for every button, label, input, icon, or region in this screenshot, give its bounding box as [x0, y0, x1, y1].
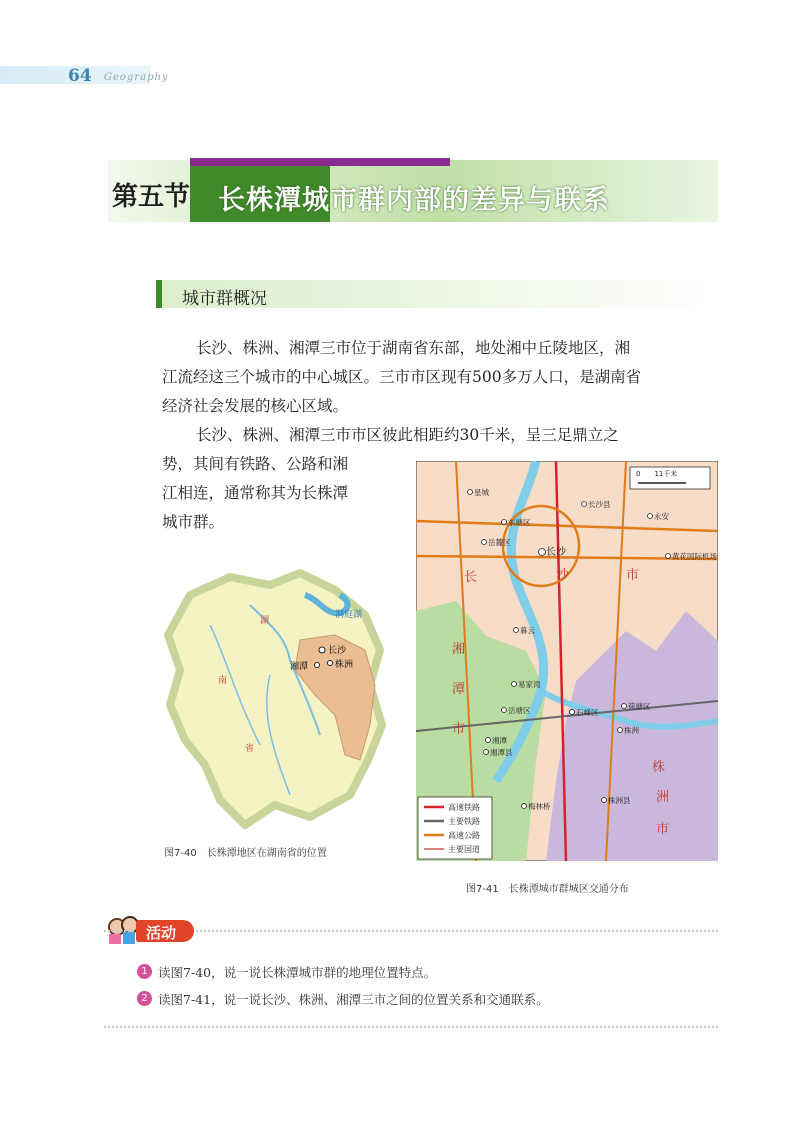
question-text: 读图7-40，说一说长株潭城市群的地理位置特点。 [158, 965, 437, 980]
place-marker [486, 738, 491, 743]
running-title: Geography [104, 72, 169, 83]
paragraph-line: 城市群。 [162, 513, 225, 531]
map-label-lake: 洞庭湖 [335, 610, 363, 620]
legend-label: 高速公路 [448, 831, 480, 840]
region-label-char: 市 [452, 722, 466, 737]
place-label: 易家湾 [518, 680, 541, 689]
scale-label: 0 11千米 [636, 470, 678, 478]
place-marker [484, 750, 489, 755]
place-label: 梅林桥 [528, 802, 551, 811]
place-marker [582, 502, 587, 507]
place-label: 湘潭 [492, 736, 507, 745]
place-marker [512, 682, 517, 687]
region-label-char: 湘 [452, 642, 466, 657]
place-label: 荷塘区 [628, 702, 651, 711]
question-text: 读图7-41，说一说长沙、株洲、湘潭三市之间的位置关系和交通联系。 [158, 992, 549, 1007]
title-accent-bar [190, 158, 450, 166]
place-marker [482, 540, 487, 545]
paragraph-line: 势，其间有铁路、公路和湘 [162, 455, 349, 473]
activity-divider-top [104, 930, 718, 932]
place-marker [622, 704, 627, 709]
place-label: 长沙 [546, 547, 566, 558]
legend-label: 主要铁路 [448, 817, 480, 826]
region-label-char: 株 [652, 760, 666, 775]
section-number: 第五节 [112, 182, 191, 212]
place-marker [602, 798, 607, 803]
cluster-transport-map [416, 461, 718, 861]
subsection-title: 城市群概况 [182, 289, 267, 309]
region-label-char: 市 [626, 568, 640, 583]
place-label: 黄花国际机场 [672, 552, 717, 561]
map-label-hu: 湖 [260, 616, 270, 626]
place-marker [539, 549, 546, 556]
place-label: 石峰区 [576, 708, 599, 717]
page-number: 64 [68, 66, 92, 86]
section-title: 长株潭城市群内部的差异与联系 [218, 185, 610, 216]
paragraph-line: 江相连，通常称其为长株潭 [162, 484, 349, 502]
place-marker [514, 628, 519, 633]
region-label-char: 沙 [556, 568, 570, 583]
place-label: 株洲 [624, 726, 639, 735]
place-marker [618, 728, 623, 733]
place-label: 株洲县 [608, 796, 631, 805]
place-label: 岳塘区 [508, 706, 531, 715]
activity-divider-bottom [104, 1026, 718, 1028]
place-label: 长沙县 [588, 500, 611, 509]
paragraph-line: 江流经这三个城市的中心城区。三市市区现有500多万人口，是湖南省 [162, 368, 642, 386]
place-marker [648, 514, 653, 519]
map-label-changsha: 长沙 [328, 646, 347, 656]
map-label-nan: 南 [218, 676, 228, 686]
place-label: 暮云 [520, 626, 535, 635]
figure40-caption: 图7-40 长株潭地区在湖南省的位置 [164, 848, 327, 859]
question-number: 1 [137, 964, 152, 979]
place-marker [502, 520, 507, 525]
place-marker [522, 804, 527, 809]
region-label-char: 市 [656, 822, 670, 837]
place-label: 永安 [654, 512, 669, 521]
paragraph-line: 长沙、株洲、湘潭三市市区彼此相距约30千米，呈三足鼎立之 [196, 426, 619, 444]
legend-label: 主要国道 [448, 845, 480, 854]
kids-illustration [108, 914, 136, 944]
place-label: 湘潭县 [490, 748, 513, 757]
map-label-xiangtan: 湘潭 [290, 662, 309, 672]
place-marker [666, 554, 671, 559]
legend-label: 高速铁路 [448, 803, 480, 812]
region-label-char: 洲 [656, 790, 670, 805]
paragraph-line: 经济社会发展的核心区域。 [162, 397, 349, 415]
hunan-province-map [150, 555, 395, 835]
region-label-char: 潭 [452, 682, 466, 697]
place-label: 星城 [474, 488, 489, 497]
place-marker [468, 490, 473, 495]
question-number: 2 [137, 991, 152, 1006]
activity-title: 活动 [146, 924, 177, 942]
place-marker [502, 708, 507, 713]
map-label-sheng: 省 [245, 744, 255, 754]
place-label: 岳麓区 [488, 538, 511, 547]
map-label-zhuzhou: 株洲 [335, 660, 354, 670]
place-marker [570, 710, 575, 715]
place-label: 东塘区 [508, 518, 531, 527]
figure41-caption: 图7-41 长株潭城市群城区交通分布 [466, 884, 629, 895]
paragraph-line: 长沙、株洲、湘潭三市位于湖南省东部，地处湘中丘陵地区，湘 [196, 339, 631, 357]
region-label-char: 长 [464, 570, 478, 585]
